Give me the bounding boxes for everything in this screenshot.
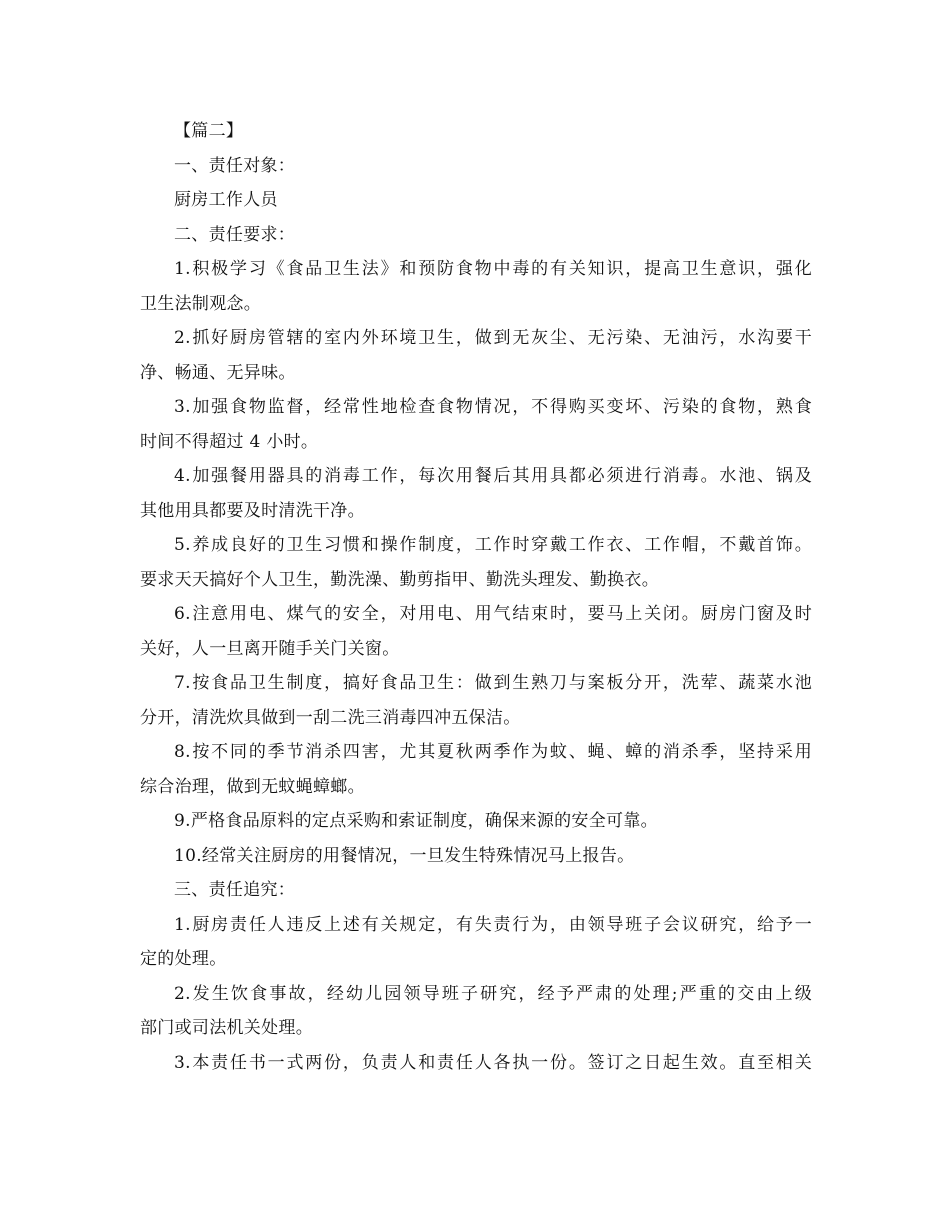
text-line: 关好，人一旦离开随手关门关窗。 <box>140 638 400 659</box>
text-line: 净、畅通、无异味。 <box>140 362 296 383</box>
text-line: 一、责任对象： <box>174 155 296 176</box>
text-line: 其他用具都要及时清洗干净。 <box>140 500 365 521</box>
text-line: 【篇二】 <box>174 121 244 141</box>
text-line: 4.加强餐用器具的消毒工作，每次用餐后其用具都必须进行消毒。水池、锅及 <box>174 466 812 486</box>
text-line: 1.积极学习《食品卫生法》和预防食物中毒的有关知识，提高卫生意识，强化 <box>174 259 812 279</box>
text-line: 分开，清洗炊具做到一刮二洗三消毒四冲五保洁。 <box>140 707 521 728</box>
text-line: 卫生法制观念。 <box>140 293 262 314</box>
document-body <box>140 114 812 1080</box>
text-line: 要求天天搞好个人卫生，勤洗澡、勤剪指甲、勤洗头理发、勤换衣。 <box>140 569 659 590</box>
text-line: 3.本责任书一式两份，负责人和责任人各执一份。签订之日起生效。直至相关 <box>174 1052 812 1073</box>
text-line: 5.养成良好的卫生习惯和操作制度，工作时穿戴工作衣、工作帽，不戴首饰。 <box>174 535 812 555</box>
text-line: 9.严格食品原料的定点采购和索证制度，确保来源的安全可靠。 <box>174 811 658 831</box>
text-line: 2.抓好厨房管辖的室内外环境卫生，做到无灰尘、无污染、无油污，水沟要干 <box>174 328 812 348</box>
text-line: 3.加强食物监督，经常性地检查食物情况，不得购买变坏、污染的食物，熟食 <box>174 397 812 417</box>
text-line: 二、责任要求： <box>174 224 296 245</box>
text-line: 综合治理，做到无蚊蝇蟑螂。 <box>140 776 365 797</box>
text-line: 10.经常关注厨房的用餐情况，一旦发生特殊情况马上报告。 <box>174 845 635 866</box>
text-line: 部门或司法机关处理。 <box>140 1018 313 1038</box>
text-line: 定的处理。 <box>140 949 227 969</box>
text-line: 2.发生饮食事故，经幼儿园领导班子研究，经予严肃的处理;严重的交由上级 <box>174 983 812 1004</box>
text-line: 7.按食品卫生制度，搞好食品卫生：做到生熟刀与案板分开，洗荤、蔬菜水池 <box>174 673 812 693</box>
text-line: 8.按不同的季节消杀四害，尤其夏秋两季作为蚊、蝇、蟑的消杀季，坚持采用 <box>174 742 812 762</box>
text-line: 1.厨房责任人违反上述有关规定，有失责行为，由领导班子会议研究，给予一 <box>174 914 812 935</box>
text-line: 时间不得超过 4 小时。 <box>140 431 319 452</box>
text-line: 厨房工作人员 <box>174 190 278 210</box>
text-line: 三、责任追究： <box>174 880 296 900</box>
text-line: 6.注意用电、煤气的安全，对用电、用气结束时，要马上关闭。厨房门窗及时 <box>174 604 812 624</box>
